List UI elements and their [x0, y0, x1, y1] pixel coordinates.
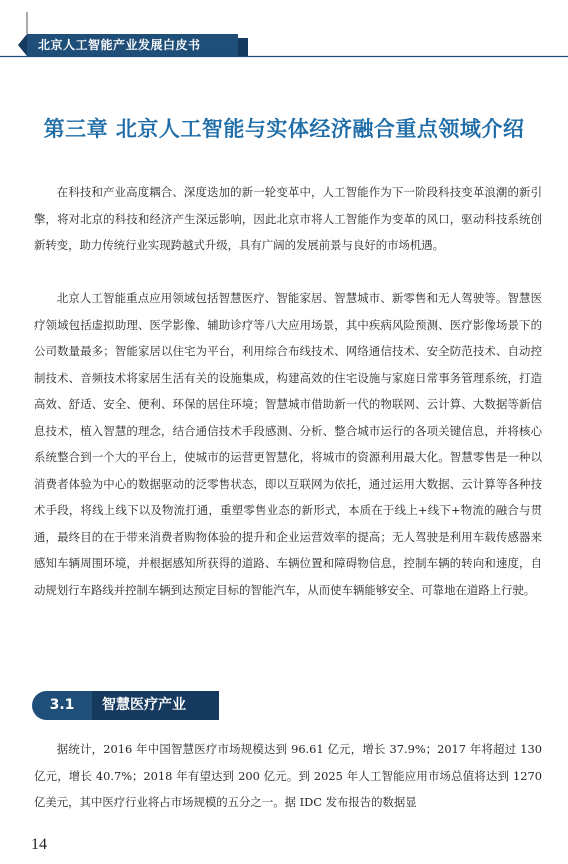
page-number: 14	[31, 836, 47, 853]
body-paragraph: 在科技和产业高度耦合、深度迭加的新一轮变革中，人工智能作为下一阶段科技变革浪潮的新引擎，将对北京的科技和经济产生深远影响，因此北京市将人工智能作为变革的风口，驱动科技系统创新转变，助力传统行业实现跨越式升级，具有广阔的发展前景与良好的市场机遇。	[34, 185, 542, 252]
section-title: 智慧医疗产业	[92, 691, 219, 720]
body-paragraph: 北京人工智能重点应用领域包括智慧医疗、智能家居、智慧城市、新零售和无人驾驶等。智慧医疗领域包括虚拟助理、医学影像、辅助诊疗等八大应用场景，其中疾病风险预测、医疗影像场景下的公司数量最多；智能家居以住宅为平台，利用综合布线技术、网络通信技术、安全防范技术、自动控制技术、音频技术将家居生活有关的设施集成，构建高效的住宅设施与家庭日常事务管理系统，打造高效、舒适、安全、便利、环保的居住环境；智慧城市借助新一代的物联网、云计算、大数据等新信息技术，植入智慧的理念，结合通信技术手段感测、分析、整合城市运行的各项关键信息，并将核心系统整合到一个大的平台上，使城市的运营更智慧化，将城市的资源利用最大化。智慧零售是一种以消费者体验为中心的数据驱动的泛零售状态，即以互联网为依托，通过运用大数据、云计算等各种技术手段，将线上线下以及物流打通，重塑零售业态的新形式，本质在于线上+线下+物流的融合与贯通，最终目的在于带来消费者购物体验的提升和企业运营效率的提高；无人驾驶是利用车载传感器来感知车辆周围环境，并根据感知所获得的道路、车辆位置和障碍物信息，控制车辆的转向和速度，自动规划行车路线并控制车辆到达预定目标的智能汽车，从而使车辆能够安全、可靠地在道路上行驶。	[34, 291, 542, 597]
running-title: 北京人工智能产业发展白皮书	[38, 38, 201, 52]
body-paragraph: 据统计，2016 年中国智慧医疗市场规模达到 96.61 亿元，增长 37.9%；2017 年将超过 130 亿元，增长 40.7%；2018 年有望达到 200 亿元。到 2025 年人工智能应用市场总值将达到 1270 亿美元，其中医疗行业将占市场规模的五分之一。据 IDC 发布报告的数据显	[34, 742, 542, 809]
chapter-title: 第三章 北京人工智能与实体经济融合重点领域介绍	[43, 117, 525, 141]
section-heading	[32, 691, 187, 720]
running-header	[0, 0, 568, 60]
section-number: 3.1	[32, 691, 92, 720]
